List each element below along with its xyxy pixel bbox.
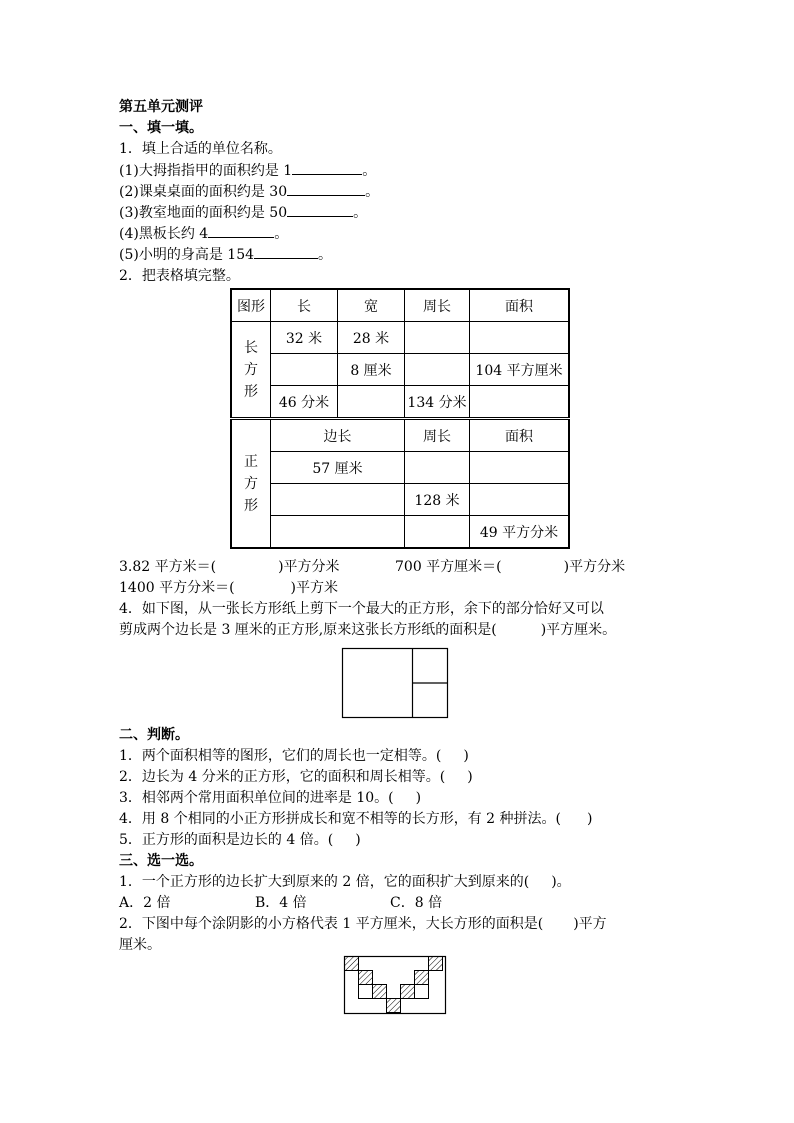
q3-conversion-1: 3.82 平方米＝( )平方分米 [119,559,340,575]
table-cell[interactable]: 128 米 [405,484,470,516]
table-cell[interactable] [405,354,470,386]
shaded-square [359,971,373,985]
table-row [231,322,569,354]
page-title: 第五单元测评 [119,99,203,115]
section-heading-fill: 一、填一填。 [119,120,203,136]
table-row [231,386,569,419]
q1-item-1: (1)大拇指指甲的面积约是 1 。 [119,160,376,181]
q1-item-3: (3)教室地面的面积约是 50 。 [119,202,367,223]
rect-label: 长 方 形 [231,322,271,419]
choose-q2-line-2: 厘米。 [119,937,161,953]
answer-blank[interactable] [208,223,274,238]
choice-c[interactable]: C．8 倍 [390,895,443,911]
choice-b[interactable]: B．4 倍 [255,895,307,911]
table-header: 图形 [231,289,271,322]
table-cell[interactable] [271,484,405,516]
q3-conversion-2: 700 平方厘米＝( )平方分米 [395,559,626,575]
shaded-square [401,985,415,999]
table-cell[interactable] [470,484,570,516]
table-cell[interactable] [470,452,570,484]
q1-item-5: (5)小明的身高是 154 。 [119,244,332,265]
table-cell[interactable]: 104 平方厘米 [470,354,570,386]
choice-a[interactable]: A．2 倍 [119,895,171,911]
table-cell[interactable] [338,386,405,419]
table-row [231,452,569,484]
answer-blank[interactable] [254,244,318,259]
table-row [231,419,569,452]
table-header: 长 [271,289,338,322]
judge-item-5: 5．正方形的面积是边长的 4 倍。( ) [119,832,361,848]
shaded-square [345,957,359,971]
q1-item-4: (4)黑板长约 4 。 [119,223,288,244]
choose-q1: 1．一个正方形的边长扩大到原来的 2 倍，它的面积扩大到原来的( )。 [119,874,571,890]
table-cell[interactable] [470,322,570,354]
table-cell[interactable]: 8 厘米 [338,354,405,386]
table-header: 宽 [338,289,405,322]
q2-prompt: 2．把表格填完整。 [119,268,240,284]
rectangle-cut-figure [340,646,450,720]
q4-line-1: 4．如下图，从一张长方形纸上剪下一个最大的正方形，余下的部分恰好又可以 [119,601,604,617]
table-cell[interactable]: 57 厘米 [271,452,405,484]
table-cell[interactable] [271,354,338,386]
table-header-row [231,289,569,322]
answer-blank[interactable] [287,202,353,217]
table-header: 面积 [470,419,570,452]
table-row [231,354,569,386]
q3-conversion-3: 1400 平方分米＝( )平方米 [119,580,339,596]
table-row [231,484,569,516]
table-header: 周长 [405,289,470,322]
table-header: 边长 [271,419,405,452]
table-cell[interactable]: 32 米 [271,322,338,354]
choose-q2-line-1: 2．下图中每个涂阴影的小方格代表 1 平方厘米，大长方形的面积是( )平方 [119,916,607,932]
table-cell[interactable] [405,452,470,484]
shape-table [230,288,570,549]
table-row [231,516,569,549]
shaded-square [415,971,429,985]
section-heading-judge: 二、判断。 [119,727,189,743]
judge-item-4: 4．用 8 个相同的小正方形拼成长和宽不相等的长方形，有 2 种拼法。( ) [119,811,593,827]
table-cell[interactable] [405,322,470,354]
shaded-square [429,957,443,971]
table-cell[interactable] [470,386,570,419]
table-cell[interactable] [405,516,470,549]
judge-item-3: 3．相邻两个常用面积单位间的进率是 10。( ) [119,790,422,806]
section-heading-choose: 三、选一选。 [119,853,203,869]
judge-item-1: 1．两个面积相等的图形，它们的周长也一定相等。( ) [119,748,469,764]
table-cell[interactable]: 134 分米 [405,386,470,419]
table-header: 周长 [405,419,470,452]
shaded-square [387,999,401,1013]
shaded-square [373,985,387,999]
q1-item-2: (2)课桌桌面的面积约是 30 。 [119,181,379,202]
judge-item-2: 2．边长为 4 分米的正方形，它的面积和周长相等。( ) [119,769,473,785]
table-cell[interactable] [271,516,405,549]
shaded-squares [345,957,443,1013]
square-label: 正 方 形 [231,419,271,549]
shaded-grid-figure [340,953,450,1017]
table-cell[interactable]: 28 米 [338,322,405,354]
answer-blank[interactable] [292,160,362,175]
table-header: 面积 [470,289,570,322]
table-cell[interactable]: 46 分米 [271,386,338,419]
q1-prompt: 1．填上合适的单位名称。 [119,141,282,157]
table-cell[interactable]: 49 平方分米 [470,516,570,549]
q4-line-2: 剪成两个边长是 3 厘米的正方形,原来这张长方形纸的面积是( )平方厘米。 [119,622,617,638]
answer-blank[interactable] [287,181,365,196]
